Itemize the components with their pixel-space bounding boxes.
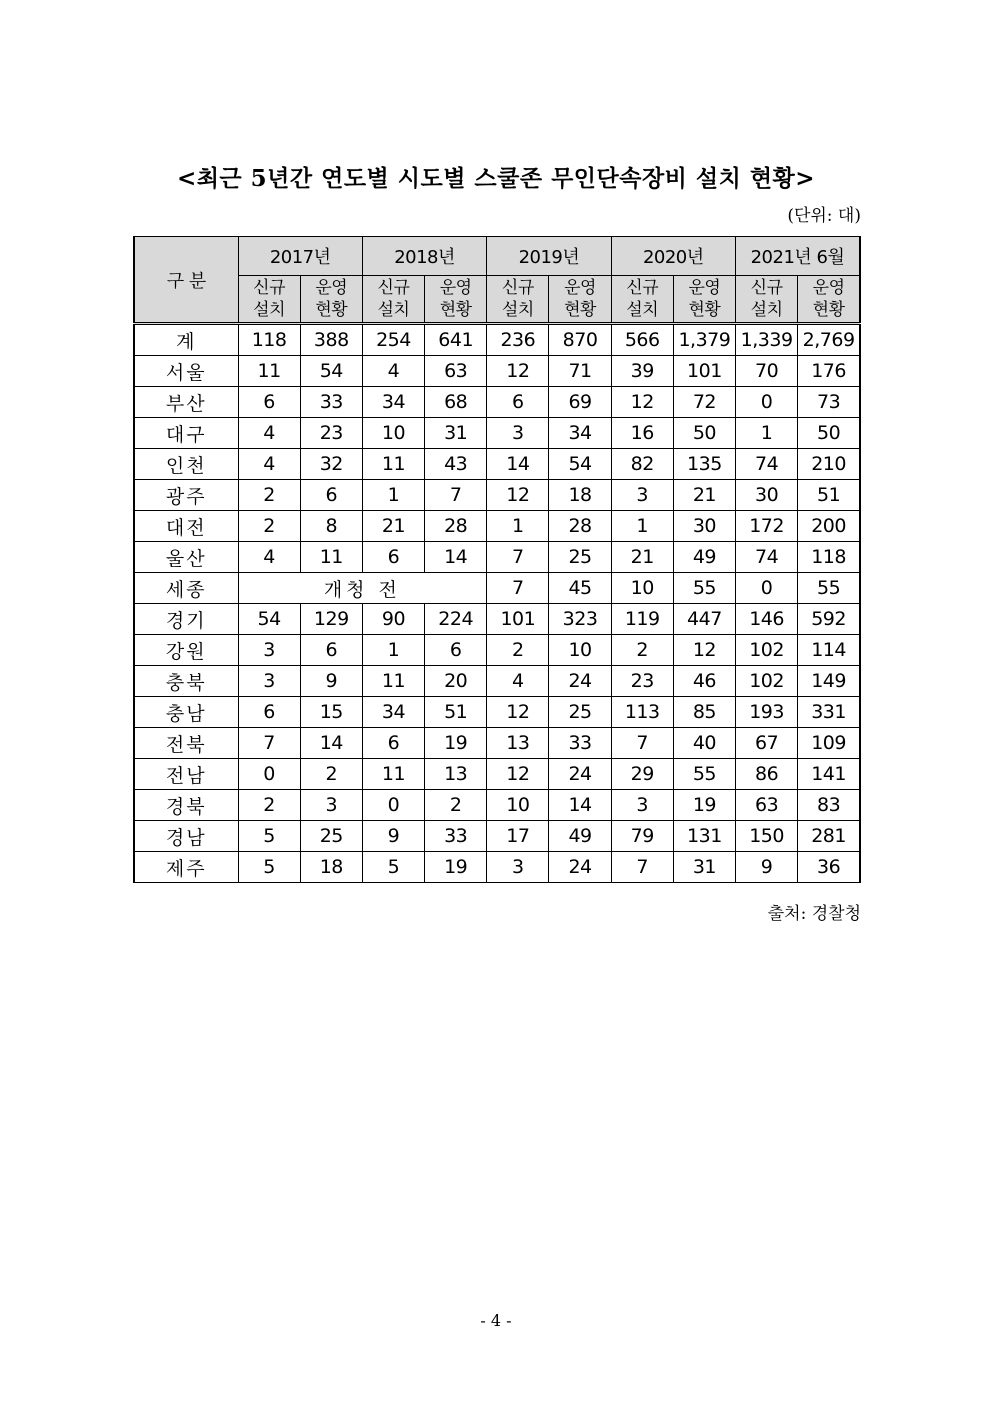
value-cell: 1,339: [736, 324, 798, 356]
value-cell: 16: [611, 418, 673, 449]
value-cell: 200: [798, 511, 860, 542]
year-header: 2019년: [487, 237, 611, 276]
year-header-row: [134, 237, 860, 276]
value-cell: 9: [736, 852, 798, 883]
value-cell: 1: [736, 418, 798, 449]
unit-label: (단위: 대): [787, 206, 861, 226]
value-cell: 6: [238, 697, 300, 728]
value-cell: 39: [611, 356, 673, 387]
value-cell: 21: [362, 511, 424, 542]
value-cell: 82: [611, 449, 673, 480]
table-header: [134, 237, 860, 324]
value-cell: 28: [549, 511, 611, 542]
value-cell: 129: [300, 604, 362, 635]
value-cell: 14: [549, 790, 611, 821]
value-cell: 1: [362, 635, 424, 666]
table-row: [134, 666, 860, 697]
value-cell: 21: [611, 542, 673, 573]
value-cell: 28: [425, 511, 487, 542]
value-cell: 4: [238, 542, 300, 573]
value-cell: 7: [611, 728, 673, 759]
value-cell: 5: [238, 821, 300, 852]
value-cell: 50: [673, 418, 735, 449]
value-cell: 14: [300, 728, 362, 759]
value-cell: 43: [425, 449, 487, 480]
value-cell: 2: [238, 790, 300, 821]
value-cell: 1: [362, 480, 424, 511]
sub-header-operating: [798, 276, 860, 324]
value-cell: 114: [798, 635, 860, 666]
sub-header-new-line: 설치: [750, 300, 783, 320]
region-cell: 제주: [134, 852, 238, 883]
value-cell: 118: [798, 542, 860, 573]
sub-header-operating-line: 운영: [439, 278, 472, 298]
value-cell: 25: [549, 697, 611, 728]
value-cell: 331: [798, 697, 860, 728]
value-cell: 23: [611, 666, 673, 697]
value-cell: 135: [673, 449, 735, 480]
value-cell: 83: [798, 790, 860, 821]
sub-header-new-line: 설치: [626, 300, 659, 320]
value-cell: 14: [487, 449, 549, 480]
value-cell: 6: [300, 635, 362, 666]
value-cell: 8: [300, 511, 362, 542]
value-cell: 21: [673, 480, 735, 511]
value-cell: 388: [300, 324, 362, 356]
value-cell: 0: [238, 759, 300, 790]
value-cell: 73: [798, 387, 860, 418]
value-cell: 68: [425, 387, 487, 418]
value-cell: 3: [487, 418, 549, 449]
value-cell: 34: [362, 387, 424, 418]
value-cell: 6: [362, 728, 424, 759]
value-cell: 118: [238, 324, 300, 356]
sub-header-new: [238, 276, 300, 324]
value-cell: 6: [425, 635, 487, 666]
value-cell: 592: [798, 604, 860, 635]
region-cell: 부산: [134, 387, 238, 418]
value-cell: 46: [673, 666, 735, 697]
value-cell: 24: [549, 666, 611, 697]
sub-header-operating-line: 현황: [688, 300, 721, 320]
value-cell: 25: [549, 542, 611, 573]
value-cell: 11: [362, 759, 424, 790]
sub-header-new-line: 설치: [377, 300, 410, 320]
value-cell: 67: [736, 728, 798, 759]
merged-note-cell: 개청 전: [238, 573, 487, 604]
value-cell: 4: [238, 418, 300, 449]
value-cell: 4: [487, 666, 549, 697]
value-cell: 10: [487, 790, 549, 821]
value-cell: 113: [611, 697, 673, 728]
value-cell: 176: [798, 356, 860, 387]
value-cell: 54: [549, 449, 611, 480]
value-cell: 119: [611, 604, 673, 635]
region-cell: 전북: [134, 728, 238, 759]
value-cell: 2: [425, 790, 487, 821]
value-cell: 0: [362, 790, 424, 821]
value-cell: 12: [487, 356, 549, 387]
value-cell: 55: [798, 573, 860, 604]
region-cell: 인천: [134, 449, 238, 480]
year-header: 2018년: [362, 237, 486, 276]
sub-header-operating: [425, 276, 487, 324]
table-row: [134, 418, 860, 449]
category-header: 구 분: [134, 237, 238, 324]
value-cell: 870: [549, 324, 611, 356]
table-row: [134, 387, 860, 418]
value-cell: 19: [425, 728, 487, 759]
table-row: [134, 480, 860, 511]
value-cell: 131: [673, 821, 735, 852]
value-cell: 12: [673, 635, 735, 666]
value-cell: 90: [362, 604, 424, 635]
region-cell: 경북: [134, 790, 238, 821]
value-cell: 11: [362, 666, 424, 697]
year-header: 2021년 6월: [736, 237, 861, 276]
value-cell: 74: [736, 449, 798, 480]
value-cell: 6: [487, 387, 549, 418]
source-note: 출처: 경찰청: [767, 904, 861, 924]
value-cell: 2: [300, 759, 362, 790]
value-cell: 7: [487, 542, 549, 573]
value-cell: 30: [736, 480, 798, 511]
value-cell: 5: [238, 852, 300, 883]
value-cell: 49: [549, 821, 611, 852]
value-cell: 3: [487, 852, 549, 883]
sub-header-operating-line: 현황: [812, 300, 845, 320]
value-cell: 109: [798, 728, 860, 759]
value-cell: 102: [736, 666, 798, 697]
value-cell: 11: [238, 356, 300, 387]
region-cell: 대구: [134, 418, 238, 449]
value-cell: 24: [549, 852, 611, 883]
value-cell: 55: [673, 759, 735, 790]
value-cell: 2,769: [798, 324, 860, 356]
value-cell: 0: [736, 387, 798, 418]
value-cell: 33: [300, 387, 362, 418]
value-cell: 50: [798, 418, 860, 449]
value-cell: 20: [425, 666, 487, 697]
value-cell: 32: [300, 449, 362, 480]
value-cell: 63: [736, 790, 798, 821]
value-cell: 11: [300, 542, 362, 573]
value-cell: 12: [611, 387, 673, 418]
value-cell: 224: [425, 604, 487, 635]
value-cell: 11: [362, 449, 424, 480]
value-cell: 45: [549, 573, 611, 604]
value-cell: 29: [611, 759, 673, 790]
year-header: 2020년: [611, 237, 735, 276]
table-row: [134, 511, 860, 542]
value-cell: 12: [487, 480, 549, 511]
region-cell: 대전: [134, 511, 238, 542]
total-row: [134, 324, 860, 356]
value-cell: 641: [425, 324, 487, 356]
region-cell: 전남: [134, 759, 238, 790]
region-cell: 계: [134, 324, 238, 356]
value-cell: 36: [798, 852, 860, 883]
value-cell: 0: [736, 573, 798, 604]
value-cell: 2: [238, 480, 300, 511]
value-cell: 17: [487, 821, 549, 852]
sub-header-new: [487, 276, 549, 324]
value-cell: 31: [673, 852, 735, 883]
sub-header-new: [736, 276, 798, 324]
value-cell: 1,379: [673, 324, 735, 356]
value-cell: 18: [300, 852, 362, 883]
sub-header-operating: [300, 276, 362, 324]
table-row: [134, 759, 860, 790]
value-cell: 3: [238, 635, 300, 666]
table-row: [134, 449, 860, 480]
value-cell: 54: [238, 604, 300, 635]
sub-header-operating-line: 운영: [315, 278, 348, 298]
value-cell: 5: [362, 852, 424, 883]
value-cell: 4: [238, 449, 300, 480]
region-cell: 서울: [134, 356, 238, 387]
table-row: [134, 790, 860, 821]
value-cell: 6: [362, 542, 424, 573]
value-cell: 281: [798, 821, 860, 852]
sub-header-new-line: 설치: [501, 300, 534, 320]
value-cell: 10: [549, 635, 611, 666]
region-cell: 울산: [134, 542, 238, 573]
sub-header-operating-line: 현황: [439, 300, 472, 320]
value-cell: 49: [673, 542, 735, 573]
value-cell: 30: [673, 511, 735, 542]
sub-header-operating-line: 운영: [688, 278, 721, 298]
value-cell: 23: [300, 418, 362, 449]
value-cell: 13: [487, 728, 549, 759]
sub-header-operating-line: 현황: [315, 300, 348, 320]
value-cell: 172: [736, 511, 798, 542]
sub-header-new: [611, 276, 673, 324]
value-cell: 150: [736, 821, 798, 852]
value-cell: 14: [425, 542, 487, 573]
table-row: [134, 821, 860, 852]
value-cell: 6: [238, 387, 300, 418]
table-row: [134, 573, 860, 604]
value-cell: 447: [673, 604, 735, 635]
value-cell: 31: [425, 418, 487, 449]
value-cell: 79: [611, 821, 673, 852]
page-number: - 4 -: [480, 1311, 512, 1330]
value-cell: 141: [798, 759, 860, 790]
table-row: [134, 356, 860, 387]
region-cell: 충북: [134, 666, 238, 697]
sub-header-operating-line: 현황: [564, 300, 596, 320]
value-cell: 2: [238, 511, 300, 542]
value-cell: 236: [487, 324, 549, 356]
table-row: [134, 635, 860, 666]
value-cell: 9: [362, 821, 424, 852]
value-cell: 12: [487, 697, 549, 728]
value-cell: 102: [736, 635, 798, 666]
value-cell: 71: [549, 356, 611, 387]
value-cell: 4: [362, 356, 424, 387]
value-cell: 149: [798, 666, 860, 697]
region-cell: 세종: [134, 573, 238, 604]
sub-header-operating-line: 운영: [812, 278, 845, 298]
value-cell: 7: [611, 852, 673, 883]
value-cell: 101: [673, 356, 735, 387]
value-cell: 7: [425, 480, 487, 511]
value-cell: 69: [549, 387, 611, 418]
stats-table: [133, 236, 861, 883]
value-cell: 15: [300, 697, 362, 728]
value-cell: 254: [362, 324, 424, 356]
table-row: [134, 542, 860, 573]
sub-header-operating: [673, 276, 735, 324]
table-title: <최근 5년간 연도별 시도별 스쿨존 무인단속장비 설치 현황>: [176, 165, 816, 192]
value-cell: 34: [549, 418, 611, 449]
sub-header-row: [134, 276, 860, 324]
value-cell: 51: [425, 697, 487, 728]
table-row: [134, 728, 860, 759]
value-cell: 10: [362, 418, 424, 449]
value-cell: 34: [362, 697, 424, 728]
value-cell: 19: [425, 852, 487, 883]
value-cell: 72: [673, 387, 735, 418]
value-cell: 3: [611, 480, 673, 511]
value-cell: 7: [487, 573, 549, 604]
sub-header-new: [362, 276, 424, 324]
region-cell: 강원: [134, 635, 238, 666]
value-cell: 9: [300, 666, 362, 697]
value-cell: 2: [611, 635, 673, 666]
year-header: 2017년: [238, 237, 362, 276]
value-cell: 3: [300, 790, 362, 821]
value-cell: 101: [487, 604, 549, 635]
value-cell: 19: [673, 790, 735, 821]
value-cell: 6: [300, 480, 362, 511]
value-cell: 33: [425, 821, 487, 852]
value-cell: 566: [611, 324, 673, 356]
value-cell: 146: [736, 604, 798, 635]
value-cell: 2: [487, 635, 549, 666]
sub-header-new-line: 신규: [626, 278, 659, 298]
value-cell: 63: [425, 356, 487, 387]
value-cell: 323: [549, 604, 611, 635]
value-cell: 40: [673, 728, 735, 759]
value-cell: 55: [673, 573, 735, 604]
table-body: [134, 324, 860, 883]
sub-header-operating-line: 운영: [564, 278, 596, 298]
value-cell: 13: [425, 759, 487, 790]
value-cell: 51: [798, 480, 860, 511]
value-cell: 3: [611, 790, 673, 821]
value-cell: 1: [611, 511, 673, 542]
sub-header-new-line: 신규: [253, 278, 286, 298]
sub-header-new-line: 신규: [501, 278, 534, 298]
value-cell: 85: [673, 697, 735, 728]
value-cell: 54: [300, 356, 362, 387]
value-cell: 18: [549, 480, 611, 511]
value-cell: 1: [487, 511, 549, 542]
region-cell: 경남: [134, 821, 238, 852]
table-row: [134, 604, 860, 635]
sub-header-operating: [549, 276, 611, 324]
value-cell: 33: [549, 728, 611, 759]
value-cell: 24: [549, 759, 611, 790]
table-row: [134, 697, 860, 728]
value-cell: 10: [611, 573, 673, 604]
value-cell: 74: [736, 542, 798, 573]
value-cell: 193: [736, 697, 798, 728]
region-cell: 충남: [134, 697, 238, 728]
value-cell: 70: [736, 356, 798, 387]
value-cell: 210: [798, 449, 860, 480]
value-cell: 86: [736, 759, 798, 790]
sub-header-new-line: 신규: [377, 278, 410, 298]
value-cell: 7: [238, 728, 300, 759]
table-row: [134, 852, 860, 883]
value-cell: 12: [487, 759, 549, 790]
sub-header-new-line: 설치: [253, 300, 286, 320]
value-cell: 3: [238, 666, 300, 697]
value-cell: 25: [300, 821, 362, 852]
region-cell: 경기: [134, 604, 238, 635]
region-cell: 광주: [134, 480, 238, 511]
sub-header-new-line: 신규: [750, 278, 783, 298]
